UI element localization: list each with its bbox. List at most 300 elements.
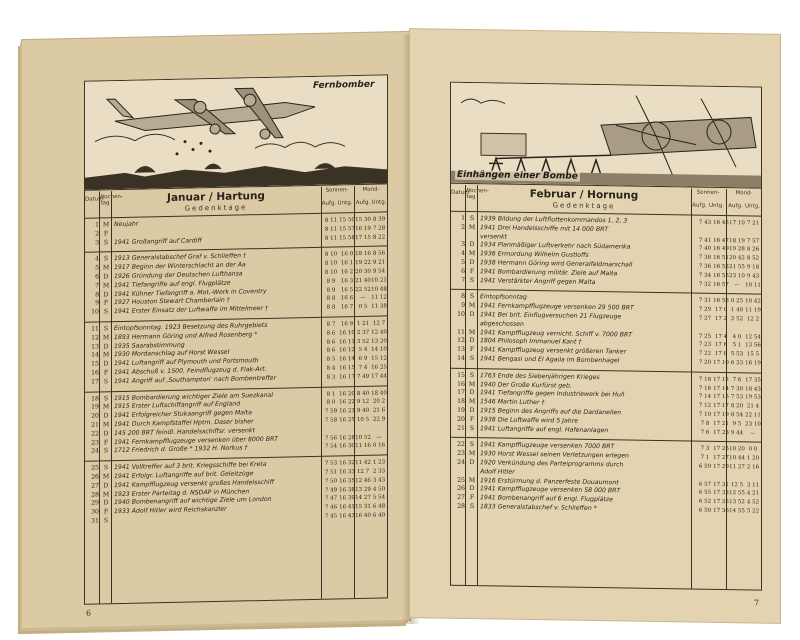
weekday: M (468, 476, 476, 484)
moonset: 4 50 (372, 485, 386, 493)
day-number: 13 (91, 343, 99, 351)
sunrise: 8 8 (326, 295, 336, 303)
moonrise: 18 19 (729, 237, 745, 244)
moonset: 0 0 (748, 446, 758, 453)
sunrise: 7 41 (698, 237, 712, 244)
sunset: 16 51 (713, 255, 729, 262)
weekday: M (468, 223, 476, 231)
sunrise: 7 47 (324, 495, 338, 503)
day-number: 6 (95, 273, 99, 281)
left-month-sub: Gedenktage (184, 203, 248, 213)
moonrise: 20 30 (355, 268, 371, 276)
sunrise: 8 8 (326, 304, 336, 311)
event-text: 1916 Erstürmung d. Panzerfeste Douaumont (480, 476, 619, 486)
event-text: 1941 Erster Einsatz der Luftwaffe im Mittelmeer † (114, 305, 269, 316)
sunrise: 7 34 (698, 272, 712, 279)
moonrise: 9 5 (732, 420, 742, 428)
moonrise: 10 5 (356, 416, 370, 423)
moonrise: 1 40 (730, 307, 744, 314)
right-page-number: 7 (754, 598, 760, 608)
day-number: 9 (461, 302, 465, 310)
left-hdr-aufg1: Aufg. (321, 200, 337, 207)
weekday: D (103, 290, 109, 298)
moonset: 0 16 (372, 442, 386, 450)
event-text: 145 200 BRT feindl. Handelsschiffsr. versenkt (114, 426, 255, 437)
left-rows (85, 215, 387, 526)
day-number: 20 (91, 412, 99, 420)
moonrise: 0 5 (358, 304, 368, 311)
weekday: M (102, 351, 110, 359)
sunset: 17 14 (713, 385, 729, 392)
weekday: M (468, 380, 476, 388)
weekday: M (468, 398, 476, 406)
event-text: 1712 Friedrich d. Große * 1932 H. Norkus † (114, 444, 248, 455)
left-calendar-frame (84, 74, 388, 604)
sunset: 16 55 (713, 272, 729, 279)
moonrise: 9 44 (730, 429, 744, 436)
sunset: 16 38 (339, 486, 355, 493)
sunset: 17 6 (714, 342, 728, 349)
day-number: 15 (457, 371, 465, 379)
weekday: M (102, 421, 110, 429)
moonset: 5 54 (372, 494, 386, 502)
moonrise: 22 52 (355, 286, 371, 293)
moonset: 11 38 (371, 303, 387, 310)
day-number: 17 (91, 378, 99, 386)
moonrise: 23 10 (729, 272, 745, 280)
moonset: 8 39 (372, 216, 386, 223)
sunset: 17 10 (713, 359, 729, 367)
event-text: 1940 Bombenangriff auf wichtige Ziele um London (114, 496, 272, 507)
weekday: S (103, 464, 109, 472)
sunrise: 7 38 (698, 254, 712, 262)
day-number: 12 (91, 334, 99, 342)
sunrise: 7 20 (698, 359, 712, 366)
sunrise: 7 6 (700, 429, 710, 436)
event-text: 1926 Gründung der Deutschen Lufthansa (114, 270, 243, 281)
event-text: 1938 Hermann Göring wird Generalfeldmarschall (480, 259, 633, 269)
moonset: 17 44 (371, 373, 387, 380)
day-number: 22 (91, 430, 99, 438)
day-number: 1 (461, 214, 465, 222)
sunrise: 7 54 (324, 443, 338, 451)
sunrise: 7 29 (698, 306, 712, 313)
event-text: 1936 Ermordung Wilhelm Gustloffs (480, 250, 589, 260)
weekday: F (103, 438, 109, 446)
sunrise: 7 36 (698, 263, 712, 270)
event-text: 1920 Verkündung des Parteiprogramms durch (480, 459, 624, 469)
day-number: 13 (457, 345, 465, 354)
sunset: 17 31 (713, 481, 729, 488)
moonrise: 12 5 (730, 481, 744, 488)
day-number: 21 (91, 421, 99, 429)
left-hdr-wochentag: Wochen-tag (99, 193, 123, 207)
moonset: 3 11 (746, 481, 760, 489)
sunset: 16 14 (339, 356, 355, 363)
day-number: 26 (91, 473, 99, 481)
moonrise: 4 0 (732, 333, 742, 340)
moonset: 6 40 (372, 512, 386, 519)
sunrise: 8 4 (326, 365, 336, 372)
weekday: S (469, 502, 475, 511)
event-text: 1941 Bei brit. Einflugversuchen 21 Flugzeuge (480, 311, 622, 321)
weekday: D (103, 342, 109, 350)
right-calendar-frame (450, 82, 762, 591)
sunrise: 7 12 (698, 402, 712, 409)
weekday: S (469, 441, 475, 449)
moonrise: 12 7 (356, 468, 370, 475)
sunset: 16 35 (339, 477, 355, 485)
event-text: 1923 Erster Parteitag d. NSDAP in München (114, 487, 250, 498)
event-text: Eintopfsonntag (480, 293, 527, 302)
right-month-sub: Gedenktage (552, 201, 616, 211)
event-text: Adolf Hitler (480, 467, 515, 476)
weekday: F (103, 299, 109, 307)
sunset: 16 1 (340, 260, 354, 267)
moonset: 8 22 (372, 234, 386, 241)
sunset: 16 57 (713, 281, 729, 288)
day-number: 25 (91, 464, 99, 472)
day-number: 7 (461, 276, 465, 284)
moonrise: 9 40 (356, 407, 370, 415)
day-number: 19 (457, 406, 465, 414)
sunrise: 7 56 (324, 434, 338, 442)
moonset: 6 48 (372, 503, 386, 510)
weekday: M (468, 450, 476, 458)
day-number: 9 (95, 299, 99, 307)
event-text: 1941 Luftangriff auf Plymouth und Portsmouth (114, 357, 259, 368)
event-text: 1913 Generalstabschef Graf v. Schlieffen † (114, 252, 247, 263)
moonrise: 17 10 (729, 220, 745, 227)
moonrise: 7 49 (356, 373, 370, 380)
weekday: S (469, 424, 475, 432)
event-text: 1893 Hermann Göring und Alfred Rosenberg * (114, 330, 258, 341)
moonrise: 17 15 (355, 234, 371, 241)
sunrise: 6 50 (698, 507, 712, 514)
day-number: 23 (91, 438, 99, 447)
moonrise: 20 42 (729, 255, 745, 262)
moonrise: 7 6 (732, 376, 742, 384)
day-number: 10 (457, 310, 465, 318)
right-hdr-untg2: Untg. (745, 203, 760, 210)
day-number: 25 (457, 476, 465, 484)
moonrise: 7 53 (730, 394, 744, 401)
left-hdr-aufg2: Aufg. (355, 199, 371, 207)
moonrise: 7 4 (358, 364, 368, 371)
right-month-title-wrap (477, 185, 691, 214)
moonrise: 21 40 (355, 277, 371, 284)
sunrise: 7 1 (700, 454, 710, 461)
weekday: F (469, 494, 475, 502)
sunrise: 8 9 (326, 287, 336, 294)
event-text: Neujahr (114, 220, 139, 229)
sunrise: 8 10 (324, 260, 338, 267)
sunrise: 7 27 (698, 315, 712, 322)
weekday: M (102, 473, 110, 481)
sunset: 16 53 (713, 263, 729, 271)
sunrise: 7 40 (698, 246, 712, 253)
moonset: 20 2 (372, 398, 386, 406)
day-number: 15 (91, 360, 99, 368)
moonrise: 10 20 (729, 446, 745, 453)
moonrise: 12 46 (355, 477, 371, 484)
weekday: D (469, 241, 475, 249)
sunrise: 7 14 (698, 393, 712, 401)
event-text: 1941 Volltreffer auf 3 brit. Kriegsschiffe bei Kreta (114, 461, 267, 472)
right-month-header (451, 185, 761, 217)
weekday: D (103, 481, 109, 490)
sunset: 16 2 (340, 269, 354, 276)
day-number: 28 (457, 502, 465, 510)
sunset: 16 45 (713, 219, 729, 227)
moonrise: 16 19 (355, 225, 371, 232)
event-text: 1941 Kampfflugzeuge versenken 58 000 BRT (480, 485, 621, 495)
moonset: 1 20 (746, 455, 760, 462)
moonrise: 15 31 (355, 503, 371, 511)
moonset: 8 52 (746, 255, 760, 262)
day-number: 24 (457, 458, 465, 466)
sunset: 17 19 (713, 411, 729, 419)
weekday: F (469, 415, 475, 423)
moonset: 12 40 (371, 329, 387, 336)
right-hdr-wochentag: Wochen-tag (465, 187, 489, 200)
sunrise: 7 59 (324, 408, 338, 415)
sunrise: 8 11 (324, 226, 338, 233)
sunset: 16 49 (713, 246, 729, 253)
sunset: 16 47 (713, 237, 729, 244)
day-number: 23 (457, 449, 465, 458)
sunset: 17 23 (713, 429, 729, 436)
moonrise: 8 40 (356, 390, 370, 397)
event-text: 1941 Drei Handelsschiffe mit 14 000 BRT (480, 223, 609, 234)
moonset: 8 26 (746, 246, 760, 253)
event-text: 1833 Generalstabschef v. Schlieffen * (480, 503, 597, 512)
day-number: 29 (91, 499, 99, 507)
moonrise: 11 27 (729, 464, 745, 471)
weekday: S (469, 354, 475, 363)
moonset: 19 53 (745, 394, 761, 401)
sunset: 16 25 (339, 417, 355, 424)
moonset: 10 21 (371, 277, 387, 284)
sunset: 16 28 (339, 434, 355, 441)
day-number: 24 (91, 447, 99, 455)
day-number: 8 (95, 291, 99, 299)
event-text: 1915 Beginn des Angriffs auf die Dardanellen (480, 407, 622, 417)
left-hdr-datum: Datum (85, 196, 104, 203)
moonset: 10 42 (745, 298, 761, 305)
weekday: D (103, 360, 109, 368)
moonrise: 19 28 (729, 246, 745, 253)
sunrise: 6 52 (698, 498, 712, 505)
left-hdr-untg1: Untg. (337, 200, 353, 207)
sunrise: 7 51 (324, 469, 338, 476)
sunrise: 7 10 (698, 411, 712, 418)
event-text: 1941 Kampfflugzeug versenkt großes Handelsschiff (114, 478, 275, 489)
weekday: D (469, 310, 475, 319)
right-hdr-mond: Mond- (735, 190, 753, 197)
event-text: 1941 Abschuß v. 1500. Feindflugzeug d. Flak-Art. (114, 365, 267, 377)
sunrise: 8 10 (324, 251, 338, 259)
sunrise: 6 57 (698, 481, 712, 488)
weekday: M (102, 221, 110, 229)
event-text: 1546 Martin Luther † (480, 398, 545, 407)
event-text: 1941 Großangriff auf Cardiff (114, 236, 202, 246)
moonrise: 5 53 (730, 351, 744, 358)
sunrise: 8 5 (326, 356, 336, 363)
weekday: S (469, 293, 475, 301)
moonrise: 10 52 (355, 434, 371, 441)
day-number: 2 (461, 223, 465, 231)
sunset: 16 9 (340, 321, 354, 328)
sunrise: 7 46 (324, 504, 338, 511)
day-number: 16 (91, 369, 99, 377)
sunrise: 7 23 (698, 341, 712, 349)
sunset: 16 10 (339, 329, 355, 337)
left-hdr-mond: Mond- (362, 186, 380, 193)
weekday: S (469, 215, 475, 223)
sunrise: 7 43 (698, 219, 712, 226)
event-text: 1941 Tiefangriffe gegen Industriewerk bei Hull (480, 389, 625, 399)
day-number: 18 (91, 394, 99, 403)
event-text: 1941 Luftangriffe auf engl. Hafenanlagen (480, 424, 609, 434)
left-month-title-wrap (111, 187, 321, 217)
event-text: 1927 Houston Stewart Chamberlain † (114, 297, 230, 307)
day-number: 10 (91, 308, 99, 316)
event-text: 1930 Mordanschlag auf Horst Wessel (114, 349, 230, 359)
moonrise: 1 21 (356, 320, 370, 328)
moonrise: 9 12 (356, 399, 370, 406)
sunset: 16 3 (340, 277, 354, 285)
day-number: 7 (95, 282, 99, 290)
moonrise: 2 52 (730, 316, 744, 323)
sunrise: 6 55 (698, 489, 712, 497)
day-number: 19 (91, 403, 99, 411)
sunrise: 8 6 (326, 339, 336, 346)
day-number: 22 (457, 441, 465, 449)
moonrise: 14 55 (729, 508, 745, 515)
sunset: 16 17 (339, 373, 355, 381)
weekday: M (102, 264, 110, 272)
sunset: 16 12 (339, 347, 355, 354)
day-number: 8 (461, 293, 465, 301)
event-text: 1941 Kühner Tiefangriff a. Mot.-Werk in Coventry (114, 287, 267, 298)
weekday: M (468, 250, 476, 258)
open-calendar-book (22, 14, 782, 626)
event-text: 1941 Kampfflugzeug vernicht. Schiff v. 7000 BRT (480, 328, 633, 339)
sunset: 17 17 (713, 402, 729, 410)
day-number: 30 (91, 508, 99, 516)
sunrise: 7 8 (700, 420, 710, 427)
sunset: 16 20 (339, 390, 355, 397)
day-number: 27 (457, 493, 465, 502)
event-text: 1941 Verstärkter Angriff gegen Malta (480, 276, 596, 286)
sunset: 16 30 (339, 443, 355, 450)
right-rows (451, 215, 761, 517)
event-text: 1938 Die Luftwaffe wird 5 Jahre (480, 415, 579, 425)
weekday: M (468, 328, 476, 336)
sunrise: 7 3 (700, 445, 710, 453)
sunset: 16 39 (339, 495, 355, 502)
weekday: S (103, 378, 109, 386)
event-text: 1941 Tiefangriffe auf engl. Flugplätze (114, 279, 231, 289)
moonrise: — (360, 295, 366, 302)
sunset: 15 57 (339, 225, 355, 233)
event-text: 1941 Kampfflugzeug versenkt größeren Tanker (480, 346, 627, 356)
right-hdr-datum: Datum (451, 189, 470, 197)
event-text: versenkt (480, 232, 507, 241)
sunset: 16 5 (340, 286, 354, 293)
event-text: Eintopfsonntag. 1923 Besetzung des Ruhrgebiets (114, 321, 268, 333)
moonset: 11 19 (745, 307, 761, 314)
sunset: 17 21 (713, 420, 729, 427)
weekday: M (468, 302, 476, 310)
moonset: 15 5 (746, 351, 760, 358)
sunset: 15 58 (339, 234, 355, 242)
moonset: 4 21 (746, 490, 760, 497)
sunset: 17 8 (714, 351, 728, 358)
sunset: 15 50 (339, 217, 355, 224)
sunset: 16 23 (339, 408, 355, 415)
day-number: 18 (457, 397, 465, 406)
day-number: 5 (461, 258, 465, 266)
sunrise: 7 45 (324, 513, 338, 520)
moonrise: 13 52 (729, 499, 745, 506)
moonrise: 2 37 (356, 329, 370, 336)
weekday: F (469, 346, 475, 354)
day-number: 3 (461, 241, 465, 249)
moonset: 10 48 (371, 285, 387, 293)
weekday: S (103, 447, 109, 455)
moonrise: 3 52 (356, 338, 370, 345)
moonset: — (376, 434, 382, 441)
day-number: 17 (457, 389, 465, 397)
sunrise: 8 6 (326, 330, 336, 337)
sunrise: 8 3 (326, 374, 336, 381)
moonrise: 0 25 (730, 298, 744, 305)
sunset: 17 4 (714, 333, 728, 340)
event-text: 1917 Beginn der Winterschlacht an der Aa (114, 261, 246, 272)
right-illustration (451, 83, 761, 189)
moonset: 10 11 (745, 281, 761, 289)
sunrise: 8 10 (324, 269, 338, 276)
moonset: 1 23 (372, 459, 386, 466)
day-number: 28 (91, 490, 99, 499)
moonrise: 11 42 (355, 459, 371, 467)
sunset: 16 33 (339, 469, 355, 476)
sunset: 16 43 (339, 512, 355, 520)
moonset: 4 52 (746, 499, 760, 506)
moonset: 9 43 (746, 273, 760, 280)
weekday: S (103, 308, 109, 316)
weekday: D (469, 337, 475, 345)
moonset: 17 35 (745, 377, 761, 384)
right-month-title: Februar / Hornung (529, 187, 639, 202)
sunrise: 7 53 (324, 460, 338, 467)
left-page-number: 6 (86, 608, 92, 618)
weekday: S (103, 325, 109, 333)
event-text: 1934 Planmäßiger Luftverkehr nach Südamerika (480, 241, 631, 251)
sunset: 16 7 (340, 304, 354, 311)
event-text: 1933 Adolf Hitler wird Reichskanzler (114, 505, 227, 516)
sunset: 16 58 (713, 298, 729, 305)
moonset: 7 57 (746, 237, 760, 245)
right-caption: Einhängen einer Bombe (457, 169, 578, 182)
sunset: 17 12 (713, 376, 729, 383)
moonset: 16 19 (745, 360, 761, 367)
moonset: 9 21 (372, 259, 386, 266)
sunset: 17 35 (713, 498, 729, 506)
weekday: S (469, 276, 475, 284)
